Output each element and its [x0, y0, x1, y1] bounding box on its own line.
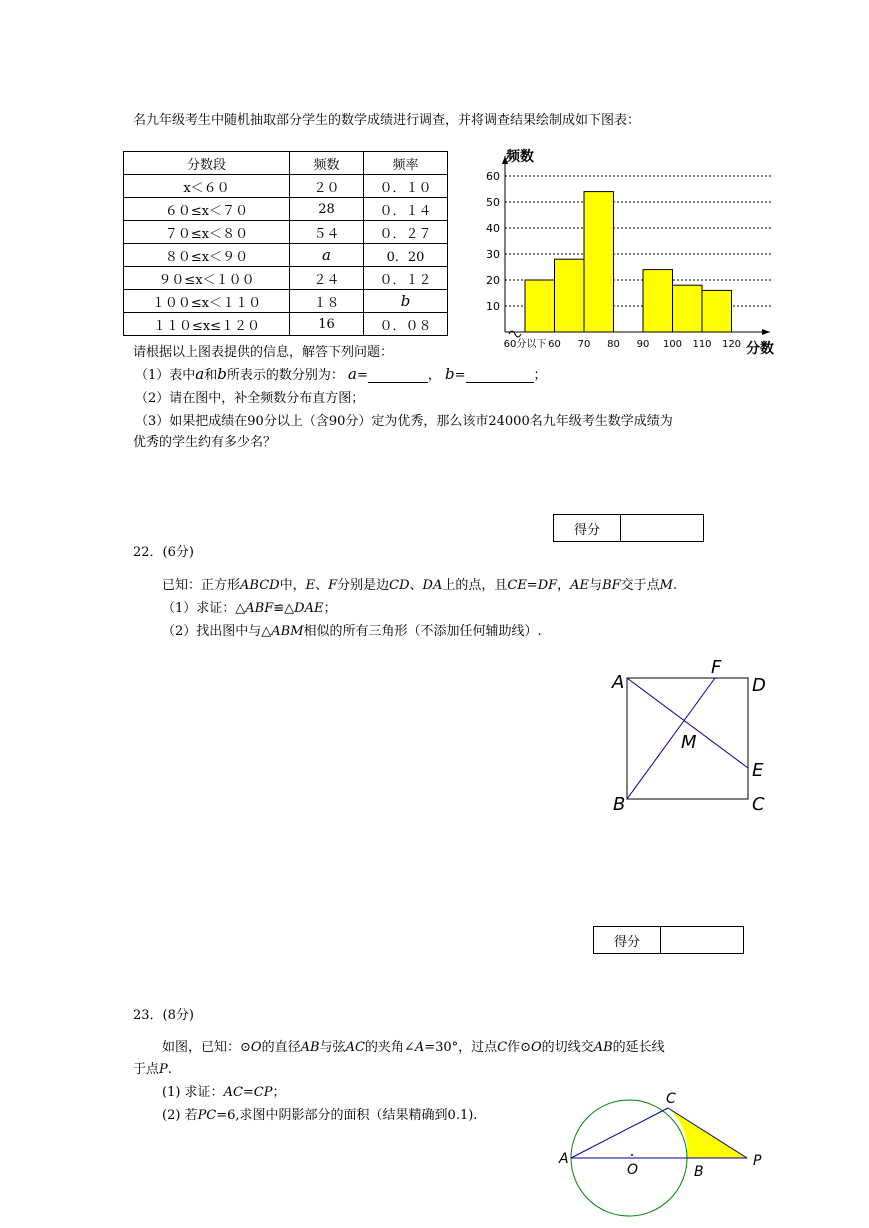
q23-title: 23．(8分) — [133, 1008, 194, 1023]
row-count: 16 — [290, 313, 364, 336]
table-header-row — [124, 152, 448, 175]
label-c: C — [666, 1091, 676, 1107]
segment-ae — [627, 678, 748, 768]
q23-stem-part: 的延长线 — [612, 1040, 665, 1055]
q23-stem-part: . — [167, 1062, 172, 1077]
row-freq-b: b — [364, 290, 448, 313]
q22-stem-part: 、 — [315, 578, 329, 593]
row-range: x＜６０ — [124, 175, 290, 198]
table-row — [124, 198, 448, 221]
q21-part3-line2: 优秀的学生约有多少名？ — [133, 435, 277, 450]
q22-part1 — [162, 597, 336, 616]
y-tick-label: 10 — [486, 300, 500, 313]
histogram-chart — [470, 145, 790, 360]
table-row — [124, 221, 448, 244]
q21-p1-sep: ， — [427, 368, 441, 383]
q22-stem-part: BF — [602, 578, 621, 593]
q21-part1 — [135, 364, 547, 383]
q23-p2-part: =6,求图中阴影部分的面积（结果精确到0.1). — [216, 1108, 478, 1123]
label-m: M — [681, 732, 697, 753]
row-range: ９０≤x＜１００ — [124, 267, 290, 290]
y-tick-label: 40 — [486, 222, 500, 235]
score-box — [553, 514, 704, 542]
q21-part2: （2）请在图中，补全频数分布直方图； — [135, 391, 365, 406]
q22-p2-part: ABM — [271, 624, 304, 639]
x-tick-label: 80 — [607, 339, 620, 350]
q23-stem-part: 如图，已知：⊙ — [162, 1040, 251, 1055]
q21-p1-pre: （1）表中 — [135, 368, 196, 383]
q23-p1-part: (1) 求证： — [162, 1085, 224, 1100]
label-e: E — [752, 760, 764, 781]
segment-ac — [571, 1108, 668, 1158]
y-tick-label: 30 — [486, 248, 500, 261]
histogram-bar — [702, 290, 732, 332]
row-range: ７０≤x＜８０ — [124, 221, 290, 244]
q23-stem-part: AB — [593, 1040, 613, 1055]
q23-stem-part: 的切线交 — [541, 1040, 594, 1055]
x-tick-label: 100 — [662, 339, 683, 350]
q21-p1-and: 和 — [204, 368, 218, 383]
label-f: F — [711, 657, 722, 678]
q22-stem-part: CE=DF — [507, 578, 558, 593]
q23-stem-line1 — [162, 1036, 665, 1055]
q22-stem-part: ， — [557, 578, 571, 593]
q22-p1-part: ； — [323, 601, 337, 616]
q23-stem-part: O — [250, 1040, 262, 1055]
q21-p1-a2: a — [348, 365, 357, 383]
q22-stem-part: ABCD — [240, 578, 280, 593]
q21-p1-eq1: = — [356, 368, 368, 383]
histogram-bar — [584, 192, 614, 332]
row-range: １１０≤x≤１２０ — [124, 313, 290, 336]
label-d: D — [752, 675, 766, 696]
row-freq: ０．１４ — [364, 198, 448, 221]
row-count: ２４ — [290, 267, 364, 290]
q22-part2 — [162, 620, 542, 639]
score-box — [593, 926, 744, 954]
row-count: １８ — [290, 290, 364, 313]
center-dot — [631, 1154, 633, 1156]
table-row — [124, 313, 448, 336]
q23-stem-part: P — [159, 1062, 168, 1077]
score-label: 得分 — [594, 927, 661, 953]
score-label: 得分 — [554, 515, 621, 541]
label-b: B — [613, 794, 626, 815]
q23-stem-line2 — [133, 1058, 172, 1077]
x-tick-label: 70 — [577, 339, 591, 350]
q23-stem-part: 于点 — [133, 1062, 160, 1077]
label-a: A — [559, 1151, 569, 1167]
q23-stem-part: 与弦 — [319, 1040, 346, 1055]
x-tick-label: 60分以下 — [503, 339, 547, 350]
q23-stem-part: 的夹角∠ — [364, 1040, 415, 1055]
row-freq: 0．20 — [364, 244, 448, 267]
q23-stem-part: 作⊙ — [507, 1040, 531, 1055]
q22-stem-part: AE — [570, 578, 590, 593]
score-field[interactable] — [661, 927, 743, 953]
q22-stem-part: 交于点 — [620, 578, 660, 593]
row-freq: ０．１０ — [364, 175, 448, 198]
label-p: P — [753, 1153, 762, 1169]
row-freq: ０．０８ — [364, 313, 448, 336]
y-tick-label: 60 — [486, 170, 500, 183]
y-tick-label: 20 — [486, 274, 500, 287]
segment-bf — [627, 678, 715, 799]
q23-p2-part: PC — [197, 1108, 217, 1123]
q23-p2-part: (2) 若 — [162, 1108, 198, 1123]
q22-stem-part: CD — [389, 578, 410, 593]
histogram-bar — [555, 259, 585, 332]
row-range: ８０≤x＜９０ — [124, 244, 290, 267]
label-b: B — [694, 1164, 704, 1180]
histogram-bar — [525, 280, 555, 332]
header-freq: 频率 — [364, 152, 448, 175]
q22-p2-part: （2）找出图中与△ — [162, 624, 272, 639]
circle-tangent-figure — [555, 1085, 770, 1220]
q21-prompt: 请根据以上图表提供的信息，解答下列问题： — [133, 345, 394, 360]
row-range: １００≤x＜１１０ — [124, 290, 290, 313]
frequency-table — [123, 151, 448, 336]
q22-stem-part: F — [328, 578, 338, 593]
row-count: ５４ — [290, 221, 364, 244]
x-tick-label: 90 — [636, 339, 650, 350]
header-count: 频数 — [290, 152, 364, 175]
label-c: C — [752, 794, 765, 815]
q23-stem-part: 的直径 — [261, 1040, 301, 1055]
q21-p1-b: b — [217, 365, 227, 383]
q23-stem-part: =30°，过点 — [424, 1040, 498, 1055]
q21-p1-b2: b — [445, 365, 455, 383]
table-row — [124, 244, 448, 267]
x-axis-arrow — [762, 329, 770, 335]
row-freq: ０．１２ — [364, 267, 448, 290]
table-row — [124, 290, 448, 313]
q21-p1-a: a — [195, 365, 205, 383]
x-tick-label: 60 — [548, 339, 561, 350]
q21-p1-end: ； — [533, 368, 547, 383]
table-row — [124, 267, 448, 290]
q22-stem-part: E — [305, 578, 316, 593]
histogram-bar — [643, 270, 673, 332]
q21-part3-line1: （3）如果把成绩在90分以上（含90分）定为优秀，那么该市24000名九年级考生数学成绩为 — [135, 414, 673, 429]
q21-p1-eq2: = — [454, 368, 466, 383]
q23-part1 — [162, 1081, 286, 1100]
q22-p1-part: DAE — [294, 601, 324, 616]
q22-stem-part: . — [672, 578, 678, 593]
label-o: O — [627, 1162, 639, 1178]
q22-stem-part: 、 — [409, 578, 423, 593]
q22-stem-part: M — [659, 578, 673, 593]
row-count-a: a — [290, 244, 364, 267]
q22-p1-part: ABF — [245, 601, 274, 616]
histogram-bar — [673, 285, 703, 332]
header-range: 分数段 — [124, 152, 290, 175]
q23-p1-part: AC=CP — [223, 1085, 273, 1100]
table-row — [124, 175, 448, 198]
q23-p1-part: ； — [272, 1085, 286, 1100]
score-field[interactable] — [621, 515, 703, 541]
row-count: ２０ — [290, 175, 364, 198]
label-a: A — [612, 672, 625, 693]
q22-stem — [162, 574, 677, 593]
q22-stem-part: 已知：正方形 — [162, 578, 241, 593]
q23-stem-part: C — [497, 1040, 508, 1055]
row-count: 28 — [290, 198, 364, 221]
q22-p1-part: （1）求证：△ — [162, 601, 246, 616]
intro-text: 名九年级考生中随机抽取部分学生的数学成绩进行调查，并将调查结果绘制成如下图表： — [133, 113, 641, 128]
q22-p1-part: ≌△ — [273, 601, 295, 616]
q21-p1-mid: 所表示的数分别为： — [226, 368, 344, 383]
q23-stem-part: O — [531, 1040, 542, 1055]
q22-stem-part: 上的点，且 — [442, 578, 508, 593]
q22-p2-part: 相似的所有三角形（不添加任何辅助线）. — [303, 624, 542, 639]
y-axis-label: 频数 — [506, 149, 534, 165]
q22-stem-part: DA — [422, 578, 443, 593]
q22-stem-part: 分别是边 — [337, 578, 390, 593]
y-tick-label: 50 — [486, 196, 500, 209]
q22-stem-part: 中， — [279, 578, 306, 593]
answer-blank-a[interactable] — [368, 369, 428, 383]
row-range: ６０≤x＜７０ — [124, 198, 290, 221]
q22-stem-part: 与 — [589, 578, 603, 593]
q23-stem-part: A — [414, 1040, 425, 1055]
x-axis-label: 分数 — [746, 341, 774, 357]
square-figure — [600, 650, 785, 820]
answer-blank-b[interactable] — [466, 369, 534, 383]
row-freq: ０．２７ — [364, 221, 448, 244]
x-tick-label: 120 — [721, 339, 742, 350]
q23-stem-part: AC — [345, 1040, 365, 1055]
x-tick-label: 110 — [692, 339, 712, 350]
q23-part2 — [162, 1104, 477, 1123]
q23-stem-part: AB — [300, 1040, 320, 1055]
q22-title: 22．(6分) — [133, 545, 194, 560]
